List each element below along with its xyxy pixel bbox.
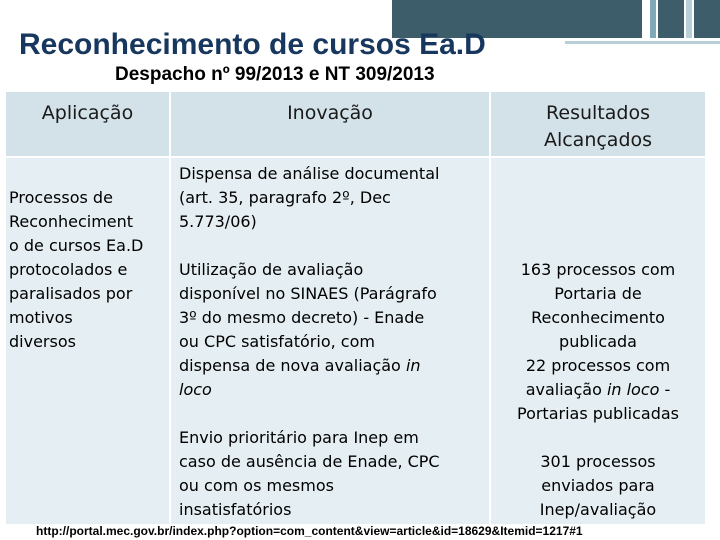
decorative-bar bbox=[644, 0, 649, 38]
header-aplicacao: Aplicação bbox=[41, 102, 134, 124]
decorative-bar bbox=[658, 0, 684, 38]
cell-inovacao-1: Dispensa de análise documental (art. 35, paragrafo 2º, Dec 5.773/06) bbox=[179, 164, 440, 231]
header-inovacao: Inovação bbox=[287, 102, 373, 124]
decorative-bar bbox=[694, 0, 720, 38]
cell-resultado-2: 301 processos enviados para Inep/avaliação bbox=[539, 452, 657, 519]
source-link[interactable]: http://portal.mec.gov.br/index.php?option=com_content&view=article&id=18629&Itemid=1217#1 bbox=[36, 524, 583, 538]
header-resultados: Resultados Alcançados bbox=[543, 102, 653, 151]
cell-aplicacao: Processos de Reconheciment o de cursos Ea.D protocolados e paralisados por motivos diversos bbox=[9, 188, 144, 351]
slide-title: Reconhecimento de cursos Ea.D bbox=[19, 28, 486, 61]
title-rule bbox=[565, 41, 720, 44]
cell-inovacao-3: Envio prioritário para Inep em caso de ausência de Enade, CPC ou com os mesmos insatisfatórios bbox=[179, 428, 440, 519]
cell-resultado-1: 163 processos com Portaria de Reconhecimento publicada 22 processos com avaliação in loco - Portarias publicadas bbox=[516, 260, 679, 423]
slide-subtitle: Despacho nº 99/2013 e NT 309/2013 bbox=[115, 64, 435, 85]
column-divider bbox=[169, 92, 171, 524]
cell-inovacao-2: Utilização de avaliação disponível no SINAES (Parágrafo 3º do mesmo decreto) - Enade ou CPC satisfatório, com dispensa de nova avaliação in loco bbox=[179, 260, 437, 399]
decorative-bar bbox=[650, 0, 656, 38]
decorative-bar bbox=[686, 0, 692, 38]
results-table bbox=[6, 92, 705, 524]
